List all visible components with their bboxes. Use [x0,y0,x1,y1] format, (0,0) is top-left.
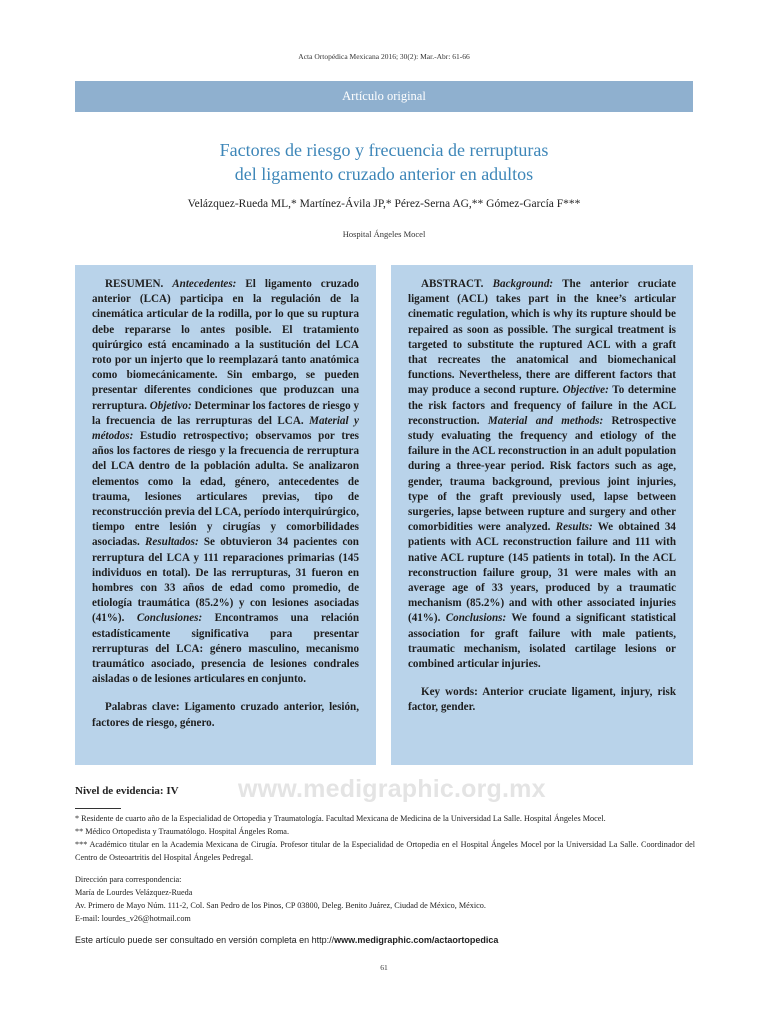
footnote-divider [75,808,121,809]
correspondence-email[interactable]: E-mail: lourdes_v26@hotmail.com [75,914,191,923]
title-line-1: Factores de riesgo y frecuencia de rerrupturas [219,140,549,160]
palabras-clave: Palabras clave: Ligamento cruzado anterior, lesión, factores de riesgo, género. [92,701,359,729]
correspondence [75,873,486,925]
resumen-paragraph [92,277,359,687]
correspondence-address: Av. Primero de Mayo Núm. 111-2, Col. San Pedro de los Pinos, CP 03800, Deleg. Benito Juárez, Ciudad de México, México. [75,901,486,910]
objetivo-label: Objetivo: [149,399,192,412]
background-text: The anterior cruciate ligament (ACL) takes part in the knee’s articular cinematic regulation, which is why its rupture should be repaired as soon as possible. The surgical treatment is targeted to substitute the ruptured ACL with a graft that recreates the anatomical and biomechanical functions. Nevertheless, there are different factors that may produce a second rupture. [408,278,676,397]
footnote-1: * Residente de cuarto año de la Especialidad de Ortopedia y Traumatología. Facultad Mexicana de Medicina de la Universidad La Salle. Hospital Ángeles Mocel. [75,814,606,823]
affiliation: Hospital Ángeles Mocel [342,229,426,239]
objective-label: Objective: [562,384,609,397]
correspondence-heading: Dirección para correspondencia: [75,875,182,884]
availability-text: Este artículo puede ser consultado en versión completa en http:// [75,935,335,945]
objetivo-text: Determinar los factores de riesgo y la frecuencia de las rerrupturas del LCA. [92,399,359,427]
watermark: www.medigraphic.org.mx [238,775,546,803]
correspondence-name: María de Lourdes Velázquez-Rueda [75,888,193,897]
objective-text: To determine the risk factors and frequency of failure in the ACL reconstruction. [408,384,676,427]
availability-link[interactable]: www.medigraphic.com/actaortopedica [334,935,499,945]
conclusions-text: We found a significant statistical association for graft failure with male patients, traumatic mechanism, isolated cartilage lesions or combined articular injuries. [408,612,676,671]
results-text: We obtained 34 patients with ACL reconstruction failure and 111 with native ACL rupture (145 patients in total). In the ACL reconstruction failure group, 31 were males with an average age of 33 years, produced by a traumatic mechanism (85.2%) and with other associated injuries (41%). [408,521,676,625]
resumen-box [75,265,376,765]
conclusiones-text: Encontramos una relación estadísticamente significativa para presentar rerrupturas del LCA: género masculino, mecanismo traumático asociado, presencia de lesiones condrales aisladas o de lesiones articulares en conjunto. [92,612,359,686]
abstract-paragraph [408,277,676,672]
author-list: Velázquez-Rueda ML,* Martínez-Ávila JP,* Pérez-Serna AG,** Gómez-García F*** [187,198,581,210]
results-label: Results: [555,521,593,534]
footnote-2: ** Médico Ortopedista y Traumatólogo. Hospital Ángeles Roma. [75,827,289,836]
conclusions-label: Conclusions: [445,612,507,625]
conclusiones-label: Conclusiones: [136,612,203,625]
antecedentes-text: El ligamento cruzado anterior (LCA) participa en la regulación de la cinemática articular de la rodilla, por lo que su ruptura debe repararse lo antes posible. El tratamiento quirúrgico está encaminado a la sustitución del LCA roto por un injerto que lo reemplazará tanto anatómica como biomecánicamente. Sin embargo, se pueden presentar diferentes condiciones que produzcan una rerruptura. [92,278,359,412]
evidence-level: Nivel de evidencia: IV [75,785,179,797]
methods-text: Retrospective study evaluating the frequency and etiology of the failure in the ACL reconstruction in an adult population during a three-year period. Risk factors such as age, gender, trauma background, previous joint injuries, type of the graft previously used, lapse between surgeries, lapse between rupture and surgery and other comorbidities were analyzed. [408,414,676,534]
metodos-label: Material y métodos: [92,414,359,443]
metodos-text: Estudio retrospectivo; observamos por tres años los factores de riesgo y la frecuencia de rerruptura del LCA dentro de la población adulta. Se analizaron elementos como la edad, género, antecedentes de trauma, lesiones articulares previas, tipo de reconstrucción previa del LCA, período interquirúrgico, tiempo entre lesión y cirugías y comorbilidades asociadas. [92,430,359,549]
resultados-label: Resultados: [145,536,199,549]
page-number: 61 [380,963,388,972]
abstract-box [391,265,693,765]
availability-note [75,935,498,945]
section-banner: Artículo original [75,81,693,112]
journal-citation: Acta Ortopédica Mexicana 2016; 30(2): Mar.-Abr: 61-66 [298,52,470,61]
antecedentes-label: Antecedentes: [172,278,237,290]
background-label: Background: [492,278,554,290]
title-line-2: del ligamento cruzado anterior en adultos [234,164,534,184]
key-words: Key words: Anterior cruciate ligament, injury, risk factor, gender. [408,686,676,714]
abstract-label: ABSTRACT. [421,278,484,290]
article-title [75,138,693,186]
footnote-3: *** Académico titular en la Academia Mexicana de Cirugía. Profesor titular de la Especialidad de Ortopedia en el Hospital Ángeles Mocel por la Universidad La Salle. Coordinador del Centro de Osteoartritis del Hospital Ángeles Pedregal. [75,840,695,862]
resumen-label: RESUMEN. [105,278,164,290]
resultados-text: Se obtuvieron 34 pacientes con rerruptura del LCA y 111 reparaciones primarias (145 individuos en total). De las rerrupturas, 31 fueron en hombres con 33 años de edad como promedio, de etiología traumática (85.2%) y con lesiones asociadas (41%). [92,536,359,625]
methods-label: Material and methods: [487,414,604,427]
